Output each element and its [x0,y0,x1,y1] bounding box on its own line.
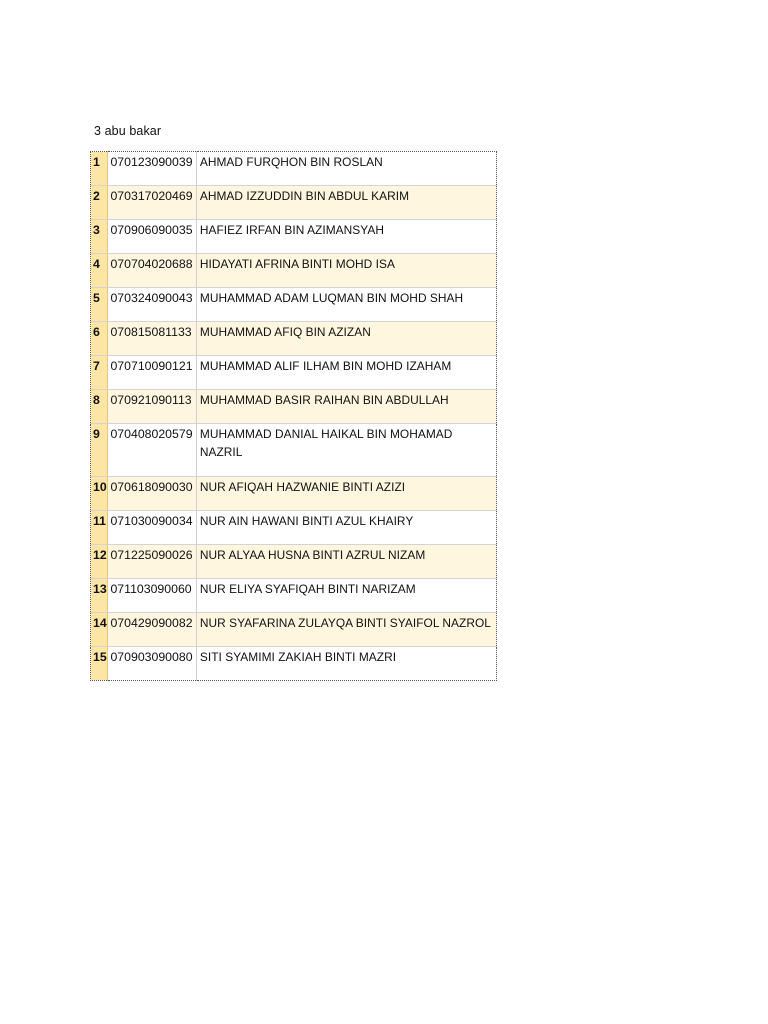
row-number: 12 [91,545,108,579]
table-row [91,322,497,356]
table-row [91,647,497,681]
ic-number: 071103090060 [108,579,196,613]
row-number: 14 [91,613,108,647]
row-number: 5 [91,288,108,322]
student-name: NUR SYAFARINA ZULAYQA BINTI SYAIFOL NAZROL [196,613,496,647]
student-name: NUR ALYAA HUSNA BINTI AZRUL NIZAM [196,545,496,579]
student-name: NUR AFIQAH HAZWANIE BINTI AZIZI [196,477,496,511]
ic-number: 070710090121 [108,356,196,390]
student-roster-table [90,151,497,681]
class-title: 3 abu bakar [94,124,162,138]
table-row [91,511,497,545]
ic-number: 070704020688 [108,254,196,288]
row-number: 1 [91,152,108,186]
student-name: AHMAD IZZUDDIN BIN ABDUL KARIM [196,186,496,220]
row-number: 3 [91,220,108,254]
ic-number: 070324090043 [108,288,196,322]
student-name: HAFIEZ IRFAN BIN AZIMANSYAH [196,220,496,254]
student-name: SITI SYAMIMI ZAKIAH BINTI MAZRI [199,650,397,664]
ic-number: 070815081133 [108,322,196,356]
row-number: 10 [91,477,108,511]
student-name: AHMAD FURQHON BIN ROSLAN [196,152,496,186]
ic-number: 070903090080 [108,647,196,681]
row-number: 7 [91,356,108,390]
student-name: NUR ELIYA SYAFIQAH BINTI NARIZAM [196,579,496,613]
row-number: 9 [91,424,108,477]
row-number: 15 [91,647,108,681]
table-row [91,254,497,288]
row-number: 6 [91,322,108,356]
table-row [91,579,497,613]
row-number: 2 [91,186,108,220]
student-name: MUHAMMAD ADAM LUQMAN BIN MOHD SHAH [196,288,496,322]
student-name: HIDAYATI AFRINA BINTI MOHD ISA [196,254,496,288]
row-number: 11 [91,511,108,545]
row-number: 4 [91,254,108,288]
student-name: MUHAMMAD BASIR RAIHAN BIN ABDULLAH [196,390,496,424]
table-row [91,152,497,186]
ic-number: 070618090030 [108,477,196,511]
ic-number: 070906090035 [108,220,196,254]
ic-number: 071225090026 [108,545,196,579]
ic-number: 071030090034 [108,511,196,545]
row-number: 13 [91,579,108,613]
ic-number: 070408020579 [108,424,196,477]
student-name: NUR AIN HAWANI BINTI AZUL KHAIRY [196,511,496,545]
table-row [91,477,497,511]
row-number: 8 [91,390,108,424]
ic-number: 070317020469 [108,186,196,220]
table-row [91,186,497,220]
student-name: MUHAMMAD ALIF ILHAM BIN MOHD IZAHAM [196,356,496,390]
student-roster-body [91,152,497,681]
student-name: MUHAMMAD AFIQ BIN AZIZAN [196,322,496,356]
table-row [91,288,497,322]
table-row [91,390,497,424]
table-row [91,545,497,579]
ic-number: 070429090082 [108,613,196,647]
ic-number: 070123090039 [108,152,196,186]
table-row [91,220,497,254]
ic-number: 070921090113 [108,390,196,424]
table-row [91,356,497,390]
student-name: MUHAMMAD DANIAL HAIKAL BIN MOHAMAD NAZRIL [196,424,496,477]
table-row [91,424,497,477]
table-row [91,613,497,647]
